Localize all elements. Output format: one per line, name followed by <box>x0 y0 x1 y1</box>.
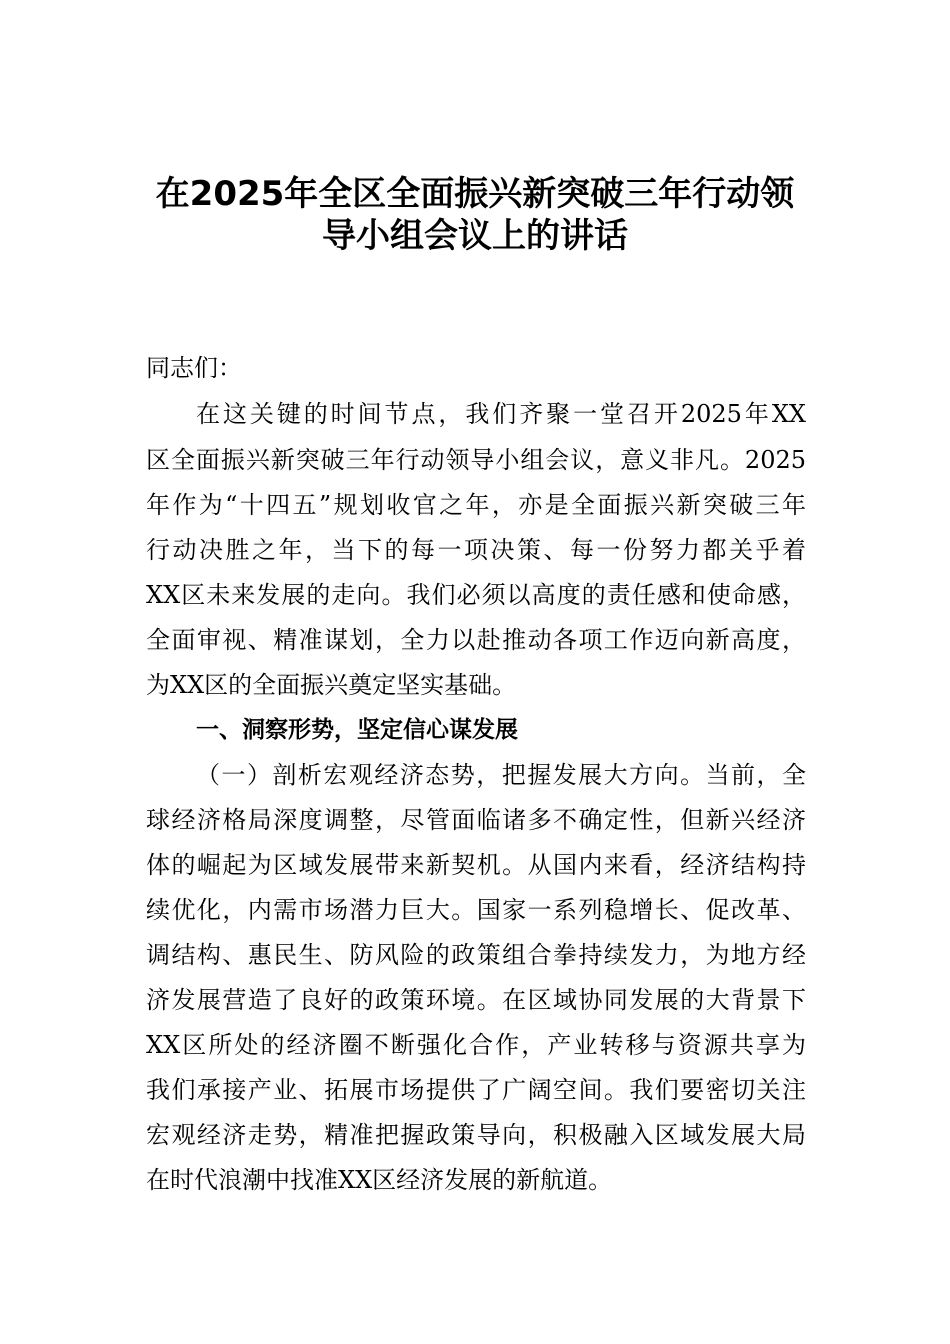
document-title-line-1: 在2025年全区全面振兴新突破三年行动领 <box>155 174 795 214</box>
paragraph-1-line: 全面审视、精准谋划，全力以赴推动各项工作迈向新高度， <box>146 626 806 654</box>
paragraph-1-line: 行动决胜之年，当下的每一项决策、每一份努力都关乎着 <box>146 536 806 564</box>
paragraph-2-line: 宏观经济走势，精准把握政策导向，积极融入区域发展大局 <box>146 1121 806 1149</box>
paragraph-2-line: 体的崛起为区域发展带来新契机。从国内来看，经济结构持 <box>146 851 806 879</box>
salutation: 同志们： <box>146 354 242 382</box>
paragraph-2-line: 球经济格局深度调整，尽管面临诸多不确定性，但新兴经济 <box>146 806 806 834</box>
section-1-heading: 一、洞察形势，坚定信心谋发展 <box>196 717 518 743</box>
paragraph-2-line: （一）剖析宏观经济态势，把握发展大方向。当前，全 <box>196 761 806 789</box>
paragraph-1-line: 区全面振兴新突破三年行动领导小组会议，意义非凡。2025 <box>146 446 806 474</box>
paragraph-2-line: 调结构、惠民生、防风险的政策组合拳持续发力，为地方经 <box>146 941 806 969</box>
paragraph-2-line: XX区所处的经济圈不断强化合作，产业转移与资源共享为 <box>146 1031 806 1059</box>
paragraph-2-line: 续优化，内需市场潜力巨大。国家一系列稳增长、促改革、 <box>146 896 806 924</box>
paragraph-2-line: 我们承接产业、拓展市场提供了广阔空间。我们要密切关注 <box>146 1076 806 1104</box>
paragraph-1-line: 为XX区的全面振兴奠定坚实基础。 <box>146 671 517 699</box>
paragraph-1-line: 年作为“十四五”规划收官之年，亦是全面振兴新突破三年 <box>146 491 806 519</box>
paragraph-1-line: 在这关键的时间节点，我们齐聚一堂召开2025年XX <box>196 400 806 428</box>
paragraph-2-line: 在时代浪潮中找准XX区经济发展的新航道。 <box>146 1166 613 1194</box>
paragraph-1-line: XX区未来发展的走向。我们必须以高度的责任感和使命感， <box>146 581 806 609</box>
document-title-line-2: 导小组会议上的讲话 <box>322 216 628 256</box>
paragraph-2-line: 济发展营造了良好的政策环境。在区域协同发展的大背景下 <box>146 986 806 1014</box>
